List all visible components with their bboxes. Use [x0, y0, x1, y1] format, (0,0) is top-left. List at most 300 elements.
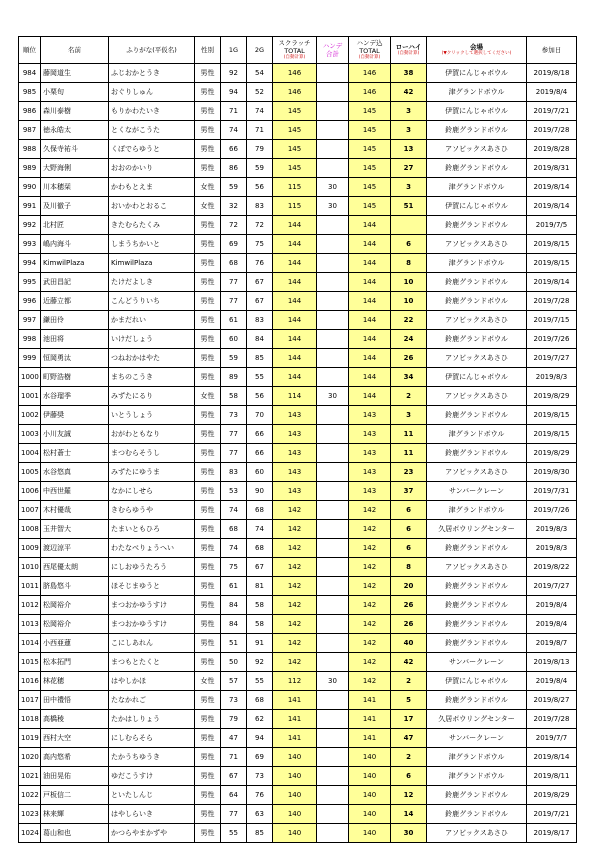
cell-date: 2019/8/15 [527, 235, 577, 254]
cell-scratch: 143 [273, 463, 317, 482]
cell-g1: 84 [221, 615, 247, 634]
cell-venue[interactable]: 鈴鹿グランドボウル [427, 444, 527, 463]
cell-gender: 男性 [195, 520, 221, 539]
table-row [19, 425, 577, 444]
cell-venue[interactable]: 津グランドボウル [427, 83, 527, 102]
cell-date: 2019/8/31 [527, 159, 577, 178]
cell-hande [317, 406, 349, 425]
cell-total: 145 [349, 197, 391, 216]
cell-g2: 54 [247, 64, 273, 83]
cell-scratch: 140 [273, 824, 317, 843]
cell-hande [317, 121, 349, 140]
cell-lohi: 42 [391, 83, 427, 102]
cell-g1: 83 [221, 463, 247, 482]
cell-g1: 94 [221, 83, 247, 102]
cell-venue[interactable]: サンバークレーン [427, 482, 527, 501]
cell-hande [317, 786, 349, 805]
cell-g2: 67 [247, 273, 273, 292]
cell-venue[interactable]: 鈴鹿グランドボウル [427, 292, 527, 311]
cell-g2: 91 [247, 634, 273, 653]
cell-rank: 1021 [19, 767, 41, 786]
cell-scratch: 143 [273, 425, 317, 444]
cell-venue[interactable]: アソビックスあさひ [427, 140, 527, 159]
cell-venue[interactable]: 津グランドボウル [427, 254, 527, 273]
cell-lohi: 51 [391, 197, 427, 216]
cell-name: 鎌田伶 [41, 311, 109, 330]
table-row [19, 387, 577, 406]
cell-g1: 64 [221, 786, 247, 805]
cell-total: 142 [349, 520, 391, 539]
cell-venue[interactable]: 鈴鹿グランドボウル [427, 216, 527, 235]
cell-scratch: 142 [273, 501, 317, 520]
col-g1-header: 1G [221, 37, 247, 64]
cell-total: 144 [349, 235, 391, 254]
cell-hande [317, 102, 349, 121]
cell-rank: 1016 [19, 672, 41, 691]
cell-venue[interactable]: 鈴鹿グランドボウル [427, 406, 527, 425]
cell-kana: かまだれい [109, 311, 195, 330]
cell-g1: 67 [221, 767, 247, 786]
cell-lohi: 13 [391, 140, 427, 159]
cell-rank: 1014 [19, 634, 41, 653]
cell-date: 2019/8/3 [527, 539, 577, 558]
cell-g2: 58 [247, 596, 273, 615]
table-row [19, 710, 577, 729]
cell-scratch: 142 [273, 520, 317, 539]
cell-kana: きむらゆうや [109, 501, 195, 520]
cell-gender: 男性 [195, 577, 221, 596]
cell-g1: 77 [221, 292, 247, 311]
cell-date: 2019/7/28 [527, 292, 577, 311]
cell-g2: 55 [247, 368, 273, 387]
cell-kana: おいかわとおるこ [109, 197, 195, 216]
cell-total: 140 [349, 786, 391, 805]
cell-venue[interactable]: 久居ボウリングセンター [427, 520, 527, 539]
cell-rank: 1012 [19, 596, 41, 615]
cell-gender: 男性 [195, 729, 221, 748]
cell-kana: まつおかゆうすけ [109, 596, 195, 615]
cell-lohi: 17 [391, 710, 427, 729]
cell-venue[interactable]: 津グランドボウル [427, 178, 527, 197]
cell-g2: 73 [247, 767, 273, 786]
venue-header-note: (▼クリックして選択してください) [441, 51, 512, 56]
cell-g2: 60 [247, 463, 273, 482]
cell-venue[interactable]: 伊賀にんじゃボウル [427, 368, 527, 387]
cell-name: 及川徹子 [41, 197, 109, 216]
table-row [19, 254, 577, 273]
cell-venue[interactable]: 鈴鹿グランドボウル [427, 159, 527, 178]
cell-venue[interactable]: 津グランドボウル [427, 748, 527, 767]
cell-venue[interactable]: 鈴鹿グランドボウル [427, 330, 527, 349]
table-row [19, 596, 577, 615]
cell-date: 2019/8/3 [527, 368, 577, 387]
cell-gender: 男性 [195, 596, 221, 615]
cell-date: 2019/8/29 [527, 786, 577, 805]
cell-total: 144 [349, 273, 391, 292]
cell-scratch: 115 [273, 178, 317, 197]
cell-g1: 53 [221, 482, 247, 501]
col-hande-header [317, 37, 349, 64]
table-row [19, 691, 577, 710]
table-row [19, 121, 577, 140]
cell-scratch: 115 [273, 197, 317, 216]
cell-total: 143 [349, 406, 391, 425]
cell-lohi: 6 [391, 539, 427, 558]
cell-gender: 女性 [195, 672, 221, 691]
cell-name: 池田将 [41, 330, 109, 349]
cell-scratch: 142 [273, 596, 317, 615]
cell-gender: 男性 [195, 254, 221, 273]
cell-kana: みずたにるり [109, 387, 195, 406]
cell-name: 森川泰樹 [41, 102, 109, 121]
cell-rank: 992 [19, 216, 41, 235]
table-row [19, 368, 577, 387]
cell-date: 2019/8/4 [527, 596, 577, 615]
table-row [19, 216, 577, 235]
cell-gender: 男性 [195, 444, 221, 463]
cell-venue[interactable]: 伊賀にんじゃボウル [427, 64, 527, 83]
cell-venue[interactable]: 鈴鹿グランドボウル [427, 596, 527, 615]
cell-kana: まつおかゆうすけ [109, 615, 195, 634]
cell-venue[interactable]: アソビックスあさひ [427, 349, 527, 368]
table-row [19, 672, 577, 691]
cell-kana: とくながこうた [109, 121, 195, 140]
cell-name: 中西世羅 [41, 482, 109, 501]
cell-name: 林花穂 [41, 672, 109, 691]
cell-venue[interactable]: 鈴鹿グランドボウル [427, 786, 527, 805]
cell-rank: 994 [19, 254, 41, 273]
cell-hande [317, 425, 349, 444]
cell-hande [317, 140, 349, 159]
cell-date: 2019/7/26 [527, 501, 577, 520]
cell-scratch: 141 [273, 710, 317, 729]
cell-total: 145 [349, 102, 391, 121]
cell-gender: 男性 [195, 748, 221, 767]
cell-name: 小西亜蓮 [41, 634, 109, 653]
cell-name: 松村蒼士 [41, 444, 109, 463]
cell-g1: 66 [221, 140, 247, 159]
cell-hande [317, 824, 349, 843]
cell-kana: まつむらそうし [109, 444, 195, 463]
col-kana-header: ふりがな(平仮名) [109, 37, 195, 64]
cell-g2: 59 [247, 159, 273, 178]
cell-hande [317, 463, 349, 482]
cell-rank: 1009 [19, 539, 41, 558]
table-row [19, 140, 577, 159]
cell-g2: 67 [247, 558, 273, 577]
cell-total: 141 [349, 691, 391, 710]
cell-rank: 988 [19, 140, 41, 159]
cell-hande [317, 292, 349, 311]
cell-rank: 997 [19, 311, 41, 330]
cell-scratch: 143 [273, 406, 317, 425]
cell-date: 2019/7/28 [527, 121, 577, 140]
cell-lohi [391, 216, 427, 235]
cell-name: 恒岡勇汰 [41, 349, 109, 368]
cell-venue[interactable]: 鈴鹿グランドボウル [427, 805, 527, 824]
cell-scratch: 142 [273, 634, 317, 653]
cell-name: 大野海俐 [41, 159, 109, 178]
cell-lohi: 27 [391, 159, 427, 178]
cell-venue[interactable]: 鈴鹿グランドボウル [427, 273, 527, 292]
table-row [19, 463, 577, 482]
cell-date: 2019/8/13 [527, 653, 577, 672]
cell-total: 146 [349, 64, 391, 83]
cell-kana: たなかれご [109, 691, 195, 710]
cell-g2: 71 [247, 121, 273, 140]
cell-g1: 73 [221, 691, 247, 710]
cell-gender: 男性 [195, 102, 221, 121]
cell-scratch: 142 [273, 653, 317, 672]
cell-scratch: 142 [273, 615, 317, 634]
cell-date: 2019/7/27 [527, 577, 577, 596]
cell-venue[interactable]: 伊賀にんじゃボウル [427, 672, 527, 691]
cell-gender: 男性 [195, 216, 221, 235]
cell-g2: 72 [247, 216, 273, 235]
cell-gender: 男性 [195, 140, 221, 159]
cell-name: 小川友誠 [41, 425, 109, 444]
cell-gender: 女性 [195, 178, 221, 197]
cell-date: 2019/8/29 [527, 444, 577, 463]
cell-total: 144 [349, 292, 391, 311]
cell-g1: 73 [221, 406, 247, 425]
cell-venue[interactable]: サンバークレーン [427, 729, 527, 748]
cell-lohi: 8 [391, 254, 427, 273]
cell-gender: 男性 [195, 349, 221, 368]
cell-date: 2019/8/15 [527, 425, 577, 444]
cell-venue[interactable]: アソビックスあさひ [427, 311, 527, 330]
cell-total: 143 [349, 425, 391, 444]
cell-date: 2019/8/30 [527, 463, 577, 482]
cell-date: 2019/8/18 [527, 64, 577, 83]
col-g2-header: 2G [247, 37, 273, 64]
cell-gender: 男性 [195, 235, 221, 254]
cell-hande [317, 653, 349, 672]
cell-rank: 984 [19, 64, 41, 83]
table-row [19, 501, 577, 520]
cell-g1: 68 [221, 254, 247, 273]
cell-g2: 68 [247, 691, 273, 710]
cell-lohi: 30 [391, 824, 427, 843]
cell-venue[interactable]: アソビックスあさひ [427, 824, 527, 843]
cell-scratch: 140 [273, 767, 317, 786]
table-row [19, 786, 577, 805]
cell-g2: 67 [247, 292, 273, 311]
table-row [19, 558, 577, 577]
cell-rank: 995 [19, 273, 41, 292]
cell-g2: 56 [247, 178, 273, 197]
cell-lohi: 38 [391, 64, 427, 83]
cell-rank: 1005 [19, 463, 41, 482]
cell-lohi: 12 [391, 786, 427, 805]
table-row [19, 349, 577, 368]
cell-hande [317, 273, 349, 292]
handeincl-header-note: (自動計算) [358, 55, 381, 60]
cell-scratch: 145 [273, 102, 317, 121]
cell-g1: 89 [221, 368, 247, 387]
cell-kana: くぼでらゆうと [109, 140, 195, 159]
cell-rank: 998 [19, 330, 41, 349]
cell-venue[interactable]: 鈴鹿グランドボウル [427, 121, 527, 140]
cell-total: 142 [349, 634, 391, 653]
cell-gender: 男性 [195, 501, 221, 520]
cell-rank: 1022 [19, 786, 41, 805]
cell-g1: 68 [221, 520, 247, 539]
scratch-header-top: スクラッチ [278, 39, 311, 47]
cell-venue[interactable]: アソビックスあさひ [427, 463, 527, 482]
cell-g2: 92 [247, 653, 273, 672]
cell-date: 2019/8/15 [527, 406, 577, 425]
cell-venue[interactable]: 津グランドボウル [427, 767, 527, 786]
cell-name: 伊藤奨 [41, 406, 109, 425]
cell-scratch: 145 [273, 121, 317, 140]
cell-lohi: 6 [391, 520, 427, 539]
cell-g1: 77 [221, 425, 247, 444]
cell-date: 2019/8/29 [527, 387, 577, 406]
cell-rank: 1004 [19, 444, 41, 463]
cell-venue[interactable]: 鈴鹿グランドボウル [427, 539, 527, 558]
table-row [19, 653, 577, 672]
cell-kana: にしおゆうたろう [109, 558, 195, 577]
cell-total: 144 [349, 311, 391, 330]
cell-kana: なかにしせら [109, 482, 195, 501]
cell-rank: 991 [19, 197, 41, 216]
cell-name: 徳永皓太 [41, 121, 109, 140]
cell-scratch: 146 [273, 64, 317, 83]
cell-lohi: 34 [391, 368, 427, 387]
cell-hande [317, 710, 349, 729]
cell-kana: たまいともひろ [109, 520, 195, 539]
cell-kana: しまうちかいと [109, 235, 195, 254]
cell-kana: ふじおかとうき [109, 64, 195, 83]
cell-total: 144 [349, 216, 391, 235]
cell-g1: 32 [221, 197, 247, 216]
cell-date: 2019/7/5 [527, 216, 577, 235]
cell-hande [317, 767, 349, 786]
cell-kana: いとうしょう [109, 406, 195, 425]
cell-g1: 50 [221, 653, 247, 672]
cell-gender: 女性 [195, 387, 221, 406]
cell-date: 2019/8/28 [527, 140, 577, 159]
cell-total: 144 [349, 387, 391, 406]
cell-hande [317, 159, 349, 178]
cell-gender: 男性 [195, 64, 221, 83]
cell-rank: 1002 [19, 406, 41, 425]
cell-venue[interactable]: 津グランドボウル [427, 501, 527, 520]
cell-g2: 74 [247, 520, 273, 539]
cell-g2: 83 [247, 197, 273, 216]
cell-lohi: 11 [391, 444, 427, 463]
col-date-header: 参加日 [527, 37, 577, 64]
cell-hande [317, 520, 349, 539]
cell-kana: はやしかほ [109, 672, 195, 691]
cell-date: 2019/8/27 [527, 691, 577, 710]
cell-name: 町野浩樹 [41, 368, 109, 387]
cell-rank: 1023 [19, 805, 41, 824]
cell-g1: 72 [221, 216, 247, 235]
cell-scratch: 140 [273, 805, 317, 824]
cell-g2: 62 [247, 710, 273, 729]
cell-g2: 74 [247, 102, 273, 121]
cell-hande [317, 805, 349, 824]
cell-venue[interactable]: 鈴鹿グランドボウル [427, 691, 527, 710]
cell-g1: 77 [221, 273, 247, 292]
cell-kana: おがわともなり [109, 425, 195, 444]
table-row [19, 444, 577, 463]
cell-name: 脐島悠斗 [41, 577, 109, 596]
cell-lohi: 26 [391, 596, 427, 615]
cell-scratch: 144 [273, 311, 317, 330]
cell-date: 2019/8/22 [527, 558, 577, 577]
cell-hande: 30 [317, 672, 349, 691]
cell-venue[interactable]: アソビックスあさひ [427, 235, 527, 254]
cell-venue[interactable]: 鈴鹿グランドボウル [427, 615, 527, 634]
cell-total: 144 [349, 349, 391, 368]
cell-date: 2019/8/14 [527, 197, 577, 216]
cell-name: 水谷瑠季 [41, 387, 109, 406]
cell-scratch: 145 [273, 140, 317, 159]
cell-g2: 69 [247, 748, 273, 767]
cell-name: 渡辺涼平 [41, 539, 109, 558]
cell-date: 2019/8/4 [527, 83, 577, 102]
cell-venue[interactable]: 伊賀にんじゃボウル [427, 197, 527, 216]
cell-total: 140 [349, 824, 391, 843]
cell-name: 高内悠希 [41, 748, 109, 767]
scratch-header-mid: TOTAL [284, 47, 305, 55]
cell-venue[interactable]: 鈴鹿グランドボウル [427, 634, 527, 653]
cell-lohi: 2 [391, 387, 427, 406]
cell-gender: 男性 [195, 786, 221, 805]
table-body [19, 64, 577, 843]
cell-venue[interactable]: 伊賀にんじゃボウル [427, 102, 527, 121]
cell-kana: きたむらたくみ [109, 216, 195, 235]
cell-name: 松本拓門 [41, 653, 109, 672]
cell-g1: 61 [221, 311, 247, 330]
table-row [19, 406, 577, 425]
cell-gender: 男性 [195, 292, 221, 311]
cell-hande [317, 615, 349, 634]
cell-rank: 1020 [19, 748, 41, 767]
cell-scratch: 143 [273, 444, 317, 463]
cell-total: 144 [349, 368, 391, 387]
cell-total: 142 [349, 558, 391, 577]
cell-hande: 30 [317, 387, 349, 406]
cell-rank: 989 [19, 159, 41, 178]
col-name-header: 名前 [41, 37, 109, 64]
cell-name: 玉井智大 [41, 520, 109, 539]
cell-g1: 59 [221, 349, 247, 368]
cell-venue[interactable]: アソビックスあさひ [427, 387, 527, 406]
cell-rank: 1007 [19, 501, 41, 520]
cell-venue[interactable]: 久居ボウリングセンター [427, 710, 527, 729]
cell-kana: こんどうりいち [109, 292, 195, 311]
cell-total: 141 [349, 729, 391, 748]
cell-venue[interactable]: 津グランドボウル [427, 425, 527, 444]
cell-venue[interactable]: サンバークレーン [427, 653, 527, 672]
cell-g1: 75 [221, 558, 247, 577]
cell-scratch: 145 [273, 159, 317, 178]
cell-lohi: 5 [391, 691, 427, 710]
cell-venue[interactable]: アソビックスあさひ [427, 558, 527, 577]
cell-venue[interactable]: 鈴鹿グランドボウル [427, 577, 527, 596]
cell-gender: 男性 [195, 539, 221, 558]
cell-g2: 66 [247, 444, 273, 463]
cell-kana: みずたにゆうま [109, 463, 195, 482]
cell-hande: 30 [317, 178, 349, 197]
table-row [19, 235, 577, 254]
cell-scratch: 144 [273, 330, 317, 349]
handeincl-header-mid: TOTAL [359, 47, 380, 55]
